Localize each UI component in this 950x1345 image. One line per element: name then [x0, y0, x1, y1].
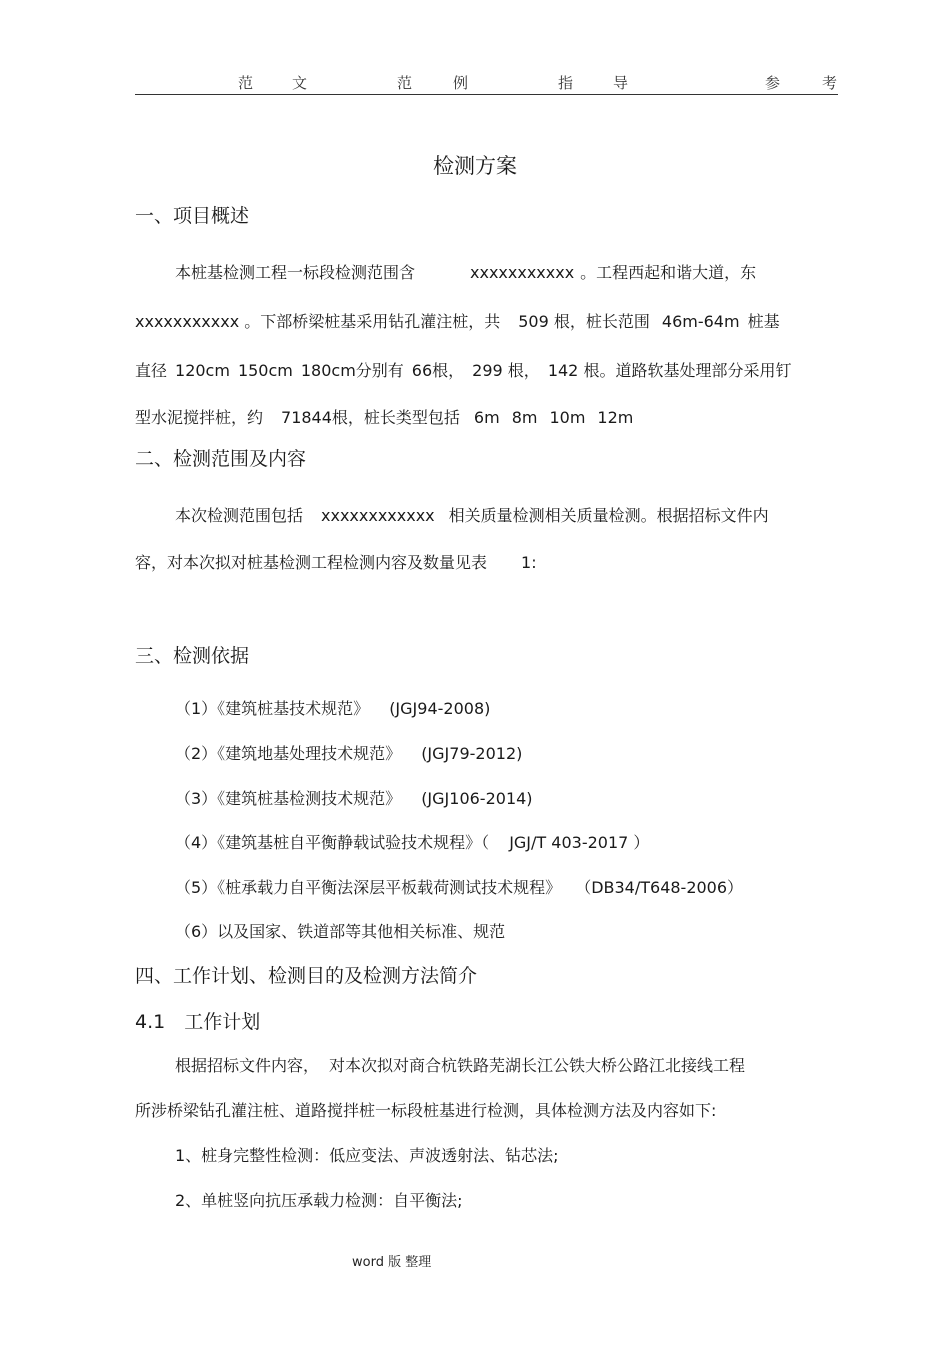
section-heading-scope: 二、检测范围及内容	[135, 448, 307, 470]
standard-item: （3）《建筑桩基检测技术规范》 (JGJ106-2014)	[175, 789, 533, 808]
paragraph-line: 根据招标文件内容， 对本次拟对商合杭铁路芜湖长江公铁大桥公路江北接线工程	[175, 1056, 746, 1075]
section-heading-plan: 四、工作计划、检测目的及检测方法简介	[135, 965, 478, 987]
paragraph-line: 容，对本次拟对桩基检测工程检测内容及数量见表 1:	[135, 553, 537, 572]
standard-item: （5）《桩承载力自平衡法深层平板载荷测试技术规程》 （DB34/T648-2006）	[175, 878, 744, 897]
paragraph-line: 所涉桥梁钻孔灌注桩、道路搅拌桩一标段桩基进行检测，具体检测方法及内容如下:	[135, 1101, 717, 1120]
page-footer: word 版 整理	[352, 1255, 432, 1270]
document-title: 检测方案	[433, 154, 517, 178]
paragraph-line: 型水泥搅拌桩，约 71844根，桩长类型包括 6m 8m 10m 12m	[135, 408, 634, 427]
list-item: 2、单桩竖向抗压承载力检测：自平衡法;	[175, 1191, 463, 1210]
standard-item: （1）《建筑桩基技术规范》 (JGJ94-2008)	[175, 699, 491, 718]
header-char: 指	[558, 74, 574, 92]
page-header	[135, 72, 838, 94]
paragraph-line: 本次检测范围包括 xxxxxxxxxxxx 相关质量检测相关质量检测。根据招标文件内	[175, 506, 769, 525]
subsection-heading: 4.1 工作计划	[135, 1011, 261, 1033]
header-char: 考	[822, 74, 838, 92]
header-char: 文	[292, 74, 308, 92]
paragraph-line: xxxxxxxxxxx 。下部桥梁桩基采用钻孔灌注桩，共 509 根，桩长范围 46m-64m 桩基	[135, 312, 780, 331]
standard-item: （2）《建筑地基处理技术规范》 (JGJ79-2012)	[175, 744, 523, 763]
list-item: 1、桩身完整性检测：低应变法、声波透射法、钻芯法;	[175, 1146, 559, 1165]
header-char: 范	[238, 74, 254, 92]
standard-item: （6）以及国家、铁道部等其他相关标准、规范	[175, 922, 506, 941]
paragraph-line: 直径 120cm 150cm 180cm分别有 66根， 299 根， 142 根。道路软基处理部分采用钉	[135, 361, 792, 380]
header-char: 范	[397, 74, 413, 92]
header-rule	[135, 94, 838, 95]
paragraph-line: 本桩基检测工程一标段检测范围含 xxxxxxxxxxx 。工程西起和谐大道，东	[175, 263, 757, 282]
section-heading-basis: 三、检测依据	[135, 645, 250, 667]
header-char: 导	[613, 74, 629, 92]
header-char: 例	[453, 74, 469, 92]
section-heading-overview: 一、项目概述	[135, 205, 250, 227]
standard-item: （4）《建筑基桩自平衡静载试验技术规程》（ JGJ/T 403-2017 ）	[175, 833, 650, 852]
header-char: 参	[765, 74, 781, 92]
